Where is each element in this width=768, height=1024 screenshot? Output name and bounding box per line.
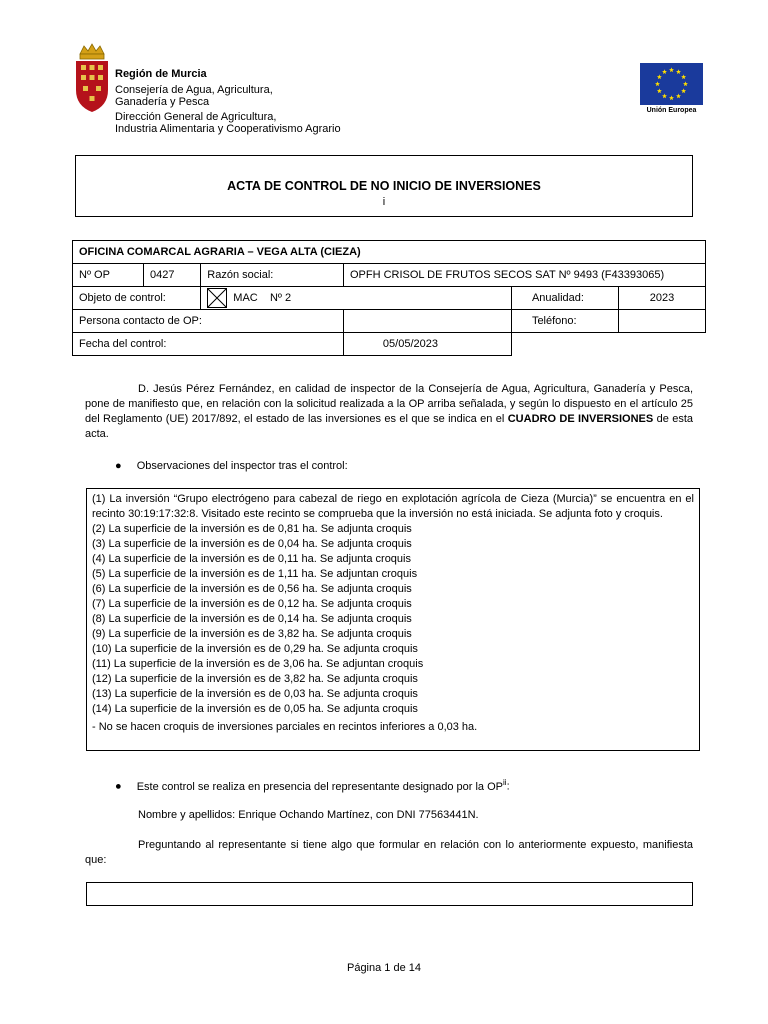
observation-line: (7) La superficie de la inversión es de 0,12 ha. Se adjunta croquis [92,598,412,610]
document-title: ACTA DE CONTROL DE NO INICIO DE INVERSIONES [227,179,541,193]
anualidad-value: 2023 [619,287,706,310]
fecha-value: 05/05/2023 [343,333,511,356]
eu-label: Unión Europea [646,107,697,114]
intro-tail: de esta acta. [85,413,694,440]
observation-line: (5) La superficie de la inversión es de 1,11 ha. Se adjuntan croquis [92,568,418,580]
observations-bullet [115,459,348,473]
telefono-label: Teléfono: [511,310,618,333]
document-title-box [75,155,693,217]
persona-contacto-value [343,310,511,333]
observations-heading: Observaciones del inspector tras el control: [136,460,348,472]
office-name: OFICINA COMARCAL AGRARIA – VEGA ALTA (CIEZA) [73,241,706,264]
persona-contacto-label: Persona contacto de OP: [73,310,344,333]
direccion-line-1: Dirección General de Agricultura, [115,111,277,123]
murcia-coat-of-arms [72,42,112,114]
observation-last: - No se hacen croquis de inversiones parciales en recintos inferiores a 0,03 ha. [92,721,478,733]
observation-line: (2) La superficie de la inversión es de 0,81 ha. Se adjunta croquis [92,523,412,535]
presence-text: Este control se realiza en presencia del representante designado por la OP [136,780,503,793]
observation-line: (4) La superficie de la inversión es de 0,11 ha. Se adjunta croquis [92,553,411,565]
observation-line: (9) La superficie de la inversión es de 3,82 ha. Se adjunta croquis [92,628,412,640]
observation-first: (1) La inversión “Grupo electrógeno para cabezal de riego en explotación agrícola de Cieza (Murcia)” se encuentra en el recinto 30:19:17:32:8. Visitado este recinto se comprueba que la inversión no está iniciada. Se adjunta foto y croquis. [92,493,694,520]
telefono-value [619,310,706,333]
fecha-label: Fecha del control: [73,333,201,356]
observation-line: (6) La superficie de la inversión es de 0,56 ha. Se adjunta croquis [92,583,412,595]
anualidad-label: Anualidad: [511,287,618,310]
title-endnote-marker: i [382,196,386,208]
op-value: 0427 [144,264,201,287]
observation-line: (11) La superficie de la inversión es de 3,06 ha. Se adjuntan croquis [92,658,424,670]
consejeria-line-2: Ganadería y Pesca [115,96,210,108]
op-label: Nº OP [73,264,144,287]
razon-social-value: OPFH CRISOL DE FRUTOS SECOS SAT Nº 9493 (F43393065) [343,264,705,287]
direccion-line-2: Industria Alimentaria y Cooperativismo Agrario [115,123,341,135]
answer-box [86,882,693,906]
objeto-value: MAC Nº 2 [233,291,292,304]
observations-box [86,488,700,751]
bullet-icon: ● [115,780,122,793]
representative-name: Nombre y apellidos: Enrique Ochando Martínez, con DNI 77563441N. [138,809,479,821]
presence-bullet [115,776,510,794]
control-info-table [72,240,706,356]
consejeria-line-1: Consejería de Agua, Agricultura, [115,84,273,96]
observation-line: (8) La superficie de la inversión es de 0,14 ha. Se adjunta croquis [92,613,412,625]
observation-line: (12) La superficie de la inversión es de 3,82 ha. Se adjunta croquis [92,673,418,685]
intro-text: D. Jesús Pérez Fernández, en calidad de inspector de la Consejería de Agua, Agricultura, Ganadería y Pesca, pone de manifiesto que, en relación con la solicitud realizada a la OP arriba señalada, y según lo dispuesto en el artículo 25 del Reglamento (UE) 2017/892, el estado de las inversiones es el que se indica en el [85,383,693,425]
question-paragraph: Preguntando al representante si tiene algo que formular en relación con lo anteriormente expuesto, manifiesta que: [85,839,693,866]
region-name: Región de Murcia [115,68,207,80]
presence-endnote: ii [503,778,507,787]
observation-line: (14) La superficie de la inversión es de 0,05 ha. Se adjunta croquis [92,703,418,715]
bullet-icon: ● [115,460,122,472]
observation-line: (3) La superficie de la inversión es de 0,04 ha. Se adjunta croquis [92,538,412,550]
checked-box-icon [207,288,227,308]
observation-line: (13) La superficie de la inversión es de 0,03 ha. Se adjunta croquis [92,688,418,700]
presence-colon: : [506,780,510,793]
page-number: Página 1 de 14 [346,962,421,974]
objeto-value-cell [201,287,512,310]
observation-line: (10) La superficie de la inversión es de 0,29 ha. Se adjunta croquis [92,643,418,655]
razon-social-label: Razón social: [201,264,344,287]
intro-paragraph [85,382,693,442]
intro-bold: CUADRO DE INVERSIONES [507,413,654,425]
objeto-label: Objeto de control: [73,287,201,310]
eu-flag-icon [640,63,703,105]
observation-lines [92,522,694,717]
